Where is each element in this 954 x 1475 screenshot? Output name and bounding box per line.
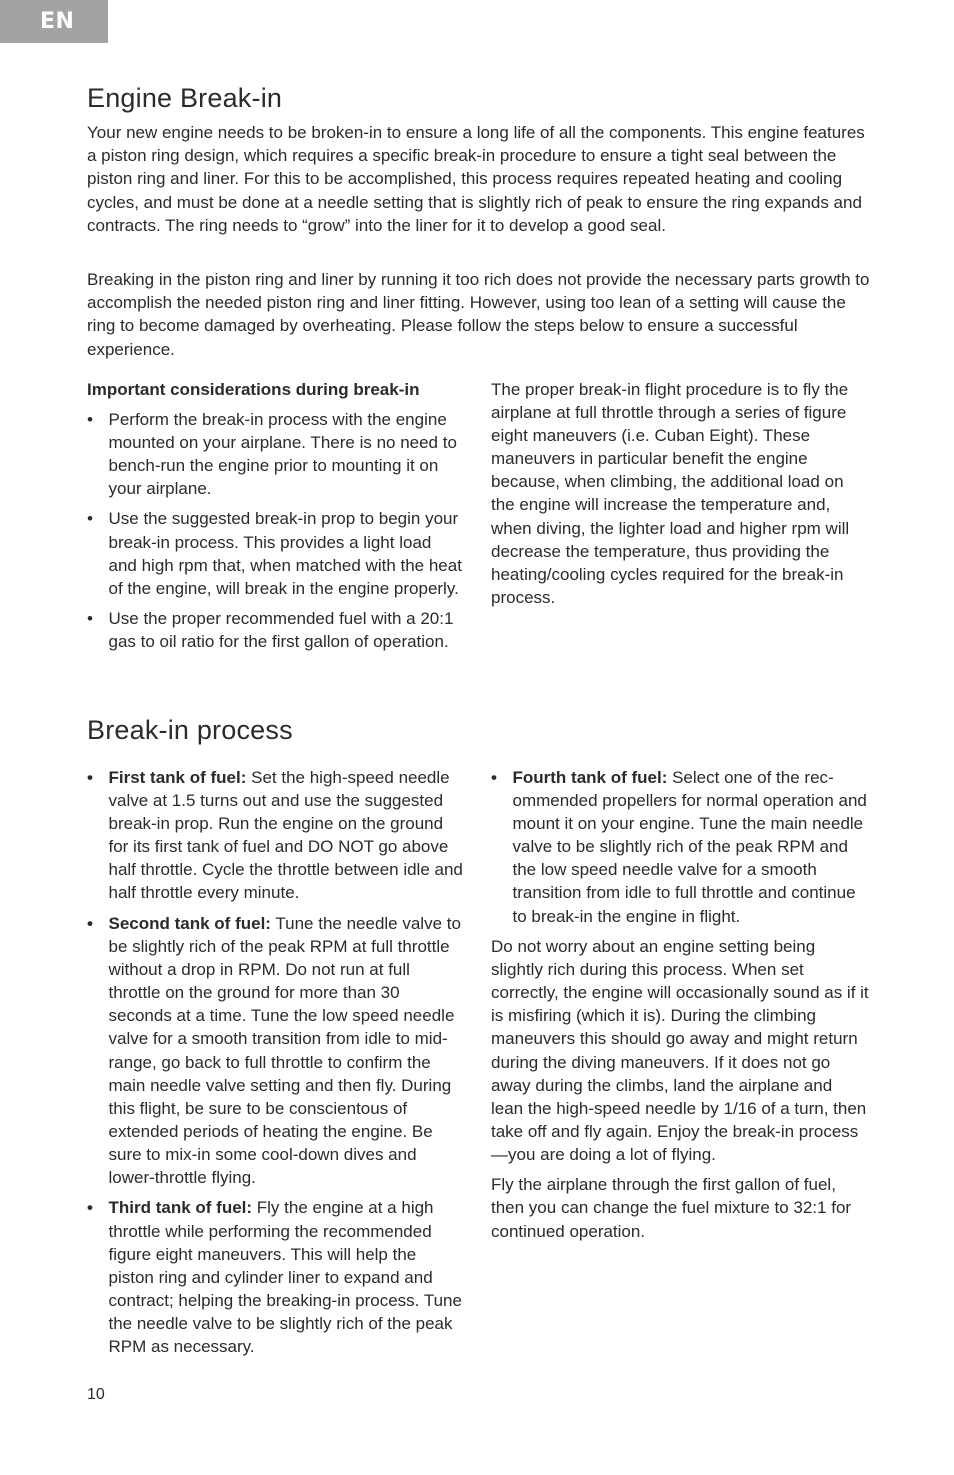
step-lead: Third tank of fuel: [108, 1198, 253, 1218]
section-title-break-in-process: Break-in process [87, 715, 293, 745]
list-item [87, 912, 465, 1189]
considerations-list [87, 408, 463, 654]
list-item: • Use the proper recommended fuel with a 20:1 gas to oil ratio for the first gallon of operation. [87, 607, 463, 653]
list-item [87, 1196, 465, 1358]
intro-paragraph-1: Your new engine needs to be broken-in to ensure a long life of all the components. This engine features a piston ring design, which requires a specific break-in procedure to ensure a tight seal between the piston ring and liner. For this to be accomplished, this process requires repeated heating and cooling cycles, and must be done at a needle setting that is slightly rich of peak to ensure the ring expands and contracts. The ring needs to “grow” into the liner for it to develop a good seal. [87, 123, 865, 235]
step-text: Fly the engine at a high throttle while performing the recommended figure eight maneuvers. This will help the piston ring and cylinder liner to expand and contract; helping the breaking-in process. Tune the needle valve to be slightly rich of the peak RPM as necessary. [108, 1198, 462, 1357]
process-steps-list [87, 766, 465, 1358]
considerations-heading: Important considerations during break-in [87, 380, 420, 399]
step-text: Tune the needle valve to be slightly rich of the peak RPM at full throttle without a drop in RPM. Do not run at full throttle on the ground for more than 30 seconds at a time. Tune the low speed needle valve for a smooth transition from idle to mid-range, go back to full throttle to confirm the main needle valve setting and then fly. During this flight, be sure to be conscientous of extended periods of heating the engine. Be sure to mix-in some cool-down dives and lower-throttle flying. [108, 913, 461, 1187]
list-item: • Perform the break-in process with the engine mounted on your airplane. There is no need to bench-run the engine prior to mounting it on your airplane. [87, 408, 463, 500]
section-title-engine-break-in: Engine Break-in [87, 83, 283, 113]
process-left-column [87, 766, 465, 1366]
process-paragraph-1: Do not worry about an engine setting being slightly rich during this process. When set correctly, the engine will occasionally sound as if it is misfiring (which it is). During the climbing maneuvers this should go away and might return during the diving maneuvers. If it does not go away during the climbs, land the airplane and lean the high-speed needle by 1/16 of a turn, then take off and fly again. Enjoy the break-in process—you are doing a lot of flying. [491, 937, 869, 1164]
step-text: Set the high-speed needle valve at 1.5 turns out and use the suggested break-in prop. Run the engine on the ground for its first tank of fuel and DO NOT go above half throttle. Cycle the throttle between idle and half throttle every minute. [108, 768, 463, 903]
list-item: • Use the suggested break-in prop to begin your break-in process. This provides a light load and high rpm that, when matched with the heat of the engine, will break in the engine properly. [87, 507, 463, 599]
step-lead: Fourth tank of fuel: [512, 768, 668, 787]
list-item [87, 766, 465, 905]
flight-procedure-column [491, 378, 866, 609]
list-item [491, 766, 869, 928]
considerations-column [87, 378, 463, 661]
flight-procedure-paragraph: The proper break-in flight procedure is to fly the airplane at full throttle through a series of figure eight maneuvers (i.e. Cuban Eight). These maneuvers in particular benefit the engine because, when climbing, the additional load on the engine will increase the temperature and, when diving, the lighter load and higher rpm will decrease the temperature, thus providing the heating/cooling cycles required for the break-in process. [491, 380, 850, 607]
intro-paragraph-2: Breaking in the piston ring and liner by running it too rich does not provide the necessary parts growth to accomplish the needed piston ring and liner fitting. However, using too lean of a setting will cause the ring to become damaged by overheating. Please follow the steps below to ensure a successful experience. [87, 270, 870, 359]
language-tab: EN [0, 0, 108, 43]
page-number: 10 [87, 1386, 105, 1403]
step-text: Select one of the recommended propellers for normal operation and mount it on your engine. Tune the main needle valve to be slightly rich of the peak RPM and the low speed needle valve for a smooth transition from idle to full throttle and continue to break-in the engine in flight. [512, 768, 867, 926]
process-paragraph-2: Fly the airplane through the first gallon of fuel, then you can change the fuel mixture to 32:1 for continued operation. [491, 1175, 852, 1241]
step-lead: First tank of fuel: [108, 768, 247, 787]
process-right-column [491, 766, 869, 1243]
step-lead: Second tank of fuel: [108, 913, 271, 933]
process-steps-list-continued [491, 766, 869, 928]
